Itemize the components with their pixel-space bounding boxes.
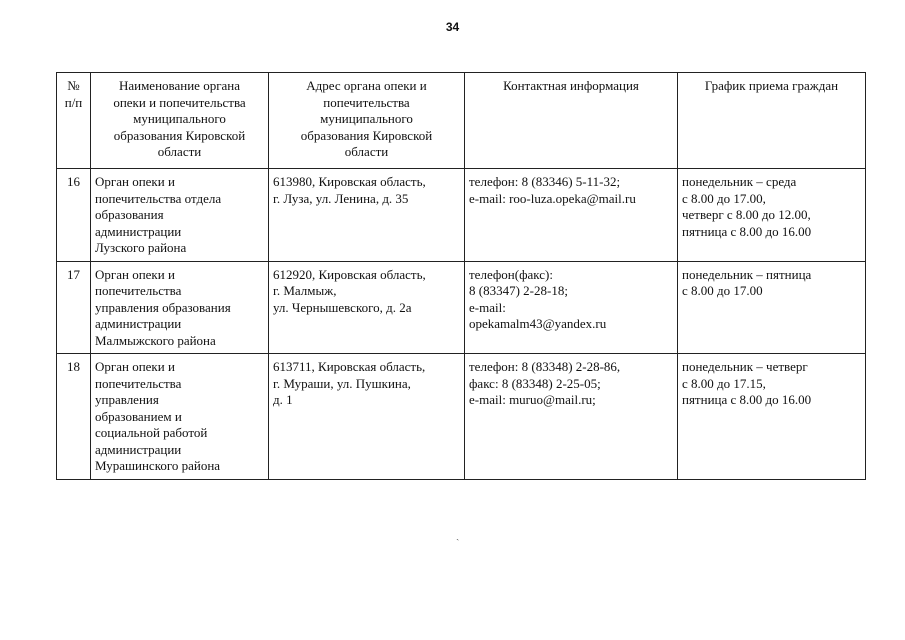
reception-schedule-line: понедельник – четверг xyxy=(682,359,808,374)
header-line: опеки и попечительства xyxy=(113,94,246,110)
table-row xyxy=(57,261,866,354)
body-contacts-line: opekamalm43@yandex.ru xyxy=(469,316,607,331)
body-name-line: образованием и xyxy=(95,408,182,424)
body-address-line: г. Мураши, ул. Пушкина, xyxy=(273,375,411,391)
header-line: Наименование органа xyxy=(118,78,241,93)
page-number: 34 xyxy=(445,20,460,34)
reception-schedule-line: понедельник – пятница xyxy=(682,266,812,282)
header-line: № xyxy=(67,78,80,93)
body-address-line: 613980, Кировская область, xyxy=(273,174,426,189)
body-name-line: попечительства отдела xyxy=(95,190,222,206)
body-name-line: попечительства xyxy=(95,375,182,391)
body-name-line: попечительства xyxy=(95,283,182,298)
header-line: п/п xyxy=(64,94,83,110)
body-name-line: администрации xyxy=(95,441,182,457)
body-name xyxy=(91,261,269,354)
body-name-line: Лузского района xyxy=(95,240,187,255)
reception-schedule-line: пятница с 8.00 до 16.00 xyxy=(682,392,812,407)
row-number: 18 xyxy=(57,354,91,480)
reception-schedule-line: пятница с 8.00 до 16.00 xyxy=(682,223,812,239)
body-name-line: управления образования xyxy=(95,299,231,315)
body-address-line: ул. Чернышевского, д. 2а xyxy=(273,299,412,315)
reception-schedule-line: понедельник – среда xyxy=(682,174,797,189)
header-line: области xyxy=(157,144,202,159)
header-name xyxy=(91,73,269,169)
header-line: области xyxy=(344,144,389,159)
reception-schedule-line: с 8.00 до 17.15, xyxy=(682,375,766,391)
header-line: График приема граждан xyxy=(704,78,839,93)
header-number xyxy=(57,73,91,169)
body-contacts-line: 8 (83347) 2-28-18; xyxy=(469,283,568,298)
body-name-line: Мурашинского района xyxy=(95,458,221,473)
reception-schedule-line: четверг с 8.00 до 12.00, xyxy=(682,207,811,222)
header-line: Контактная информация xyxy=(503,78,639,93)
body-name-line: Орган опеки и xyxy=(95,266,175,282)
body-name-line: управления xyxy=(95,392,159,407)
body-address xyxy=(269,261,465,354)
header-address xyxy=(269,73,465,169)
body-address-line: 612920, Кировская область, xyxy=(273,266,426,282)
body-name-line: администрации xyxy=(95,316,182,331)
body-name xyxy=(91,169,269,262)
header-line: муниципального xyxy=(133,111,226,126)
body-contacts xyxy=(465,261,678,354)
header-schedule xyxy=(678,73,866,169)
table-body xyxy=(57,169,866,480)
table-header-row xyxy=(57,73,866,169)
row-number: 17 xyxy=(57,261,91,354)
body-contacts-line: e-mail: muruo@mail.ru; xyxy=(469,392,596,407)
header-line: образования Кировской xyxy=(300,127,433,143)
body-name-line: Малмыжского района xyxy=(95,332,216,348)
body-contacts-line: факс: 8 (83348) 2-25-05; xyxy=(469,375,601,391)
reception-schedule-line: с 8.00 до 17.00, xyxy=(682,190,766,206)
body-address-line: г. Луза, ул. Ленина, д. 35 xyxy=(273,190,409,206)
header-line: муниципального xyxy=(320,111,413,126)
body-address xyxy=(269,354,465,480)
body-address-line: 613711, Кировская область, xyxy=(273,359,426,374)
reception-schedule-line: с 8.00 до 17.00 xyxy=(682,283,763,298)
header-line: образования Кировской xyxy=(113,127,246,143)
body-contacts-line: телефон: 8 (83348) 2-28-86, xyxy=(469,359,621,374)
reception-schedule xyxy=(678,261,866,354)
body-name xyxy=(91,354,269,480)
body-name-line: образования xyxy=(95,207,164,222)
body-name-line: Орган опеки и xyxy=(95,359,175,374)
body-contacts-line: телефон(факс): xyxy=(469,266,553,282)
body-contacts xyxy=(465,354,678,480)
body-address-line: г. Малмыж, xyxy=(273,283,337,298)
scan-mark: ˏ xyxy=(456,530,460,541)
body-contacts-line: телефон: 8 (83346) 5-11-32; xyxy=(469,174,621,189)
body-contacts-line: e-mail: roo-luza.opeka@mail.ru xyxy=(469,190,636,206)
reception-schedule xyxy=(678,354,866,480)
body-name-line: Орган опеки и xyxy=(95,174,175,189)
body-name-line: администрации xyxy=(95,223,182,239)
body-contacts xyxy=(465,169,678,262)
header-line: Адрес органа опеки и xyxy=(306,78,427,93)
body-contacts-line: e-mail: xyxy=(469,299,506,315)
body-name-line: социальной работой xyxy=(95,425,208,440)
row-number: 16 xyxy=(57,169,91,262)
header-contacts xyxy=(465,73,678,169)
table-row xyxy=(57,354,866,480)
table-row xyxy=(57,169,866,262)
guardianship-bodies-table xyxy=(56,72,866,480)
body-address-line: д. 1 xyxy=(273,392,293,407)
body-address xyxy=(269,169,465,262)
reception-schedule xyxy=(678,169,866,262)
header-line: попечительства xyxy=(323,94,410,110)
